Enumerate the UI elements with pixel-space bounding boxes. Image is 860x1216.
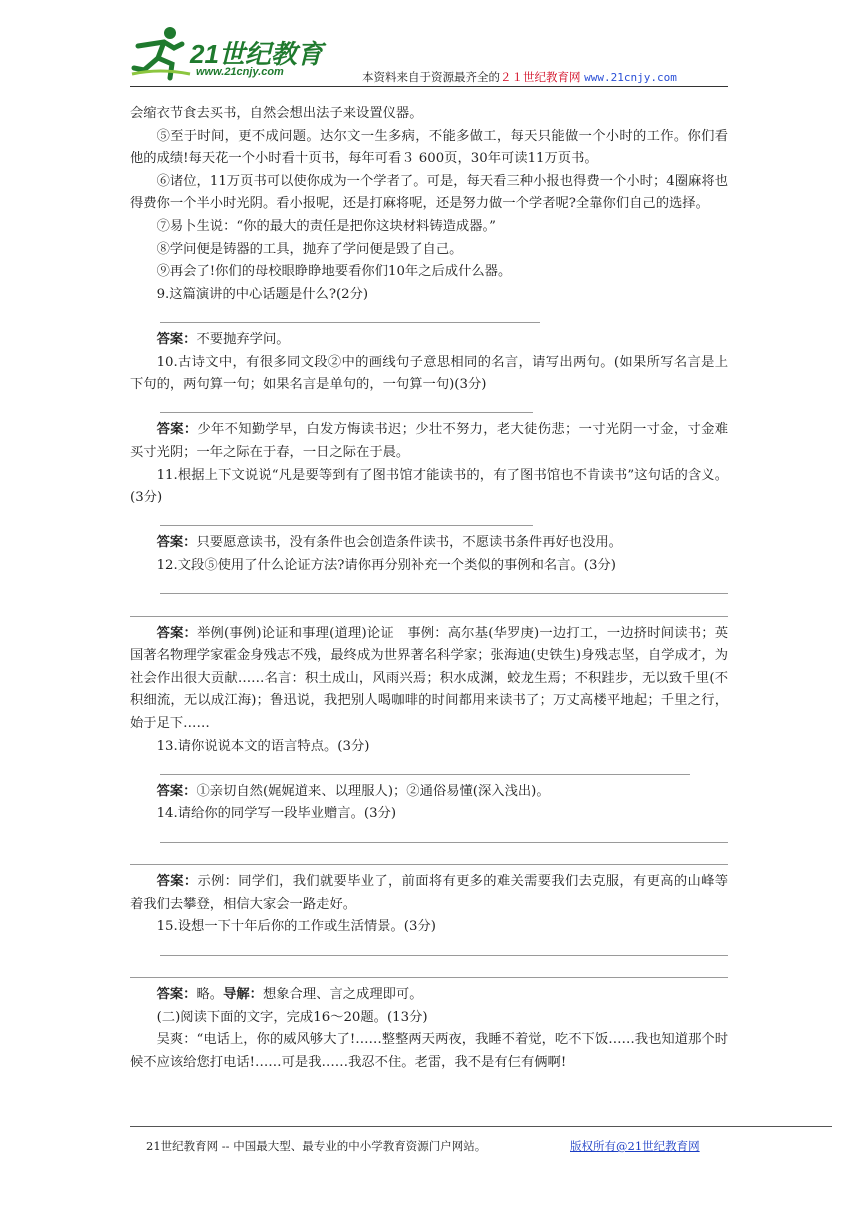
header-divider xyxy=(130,86,728,87)
paragraph-5: ⑤至于时间，更不成问题。达尔文一生多病，不能多做工，每天只能做一个小时的工作。你们看他的成绩!每天花一个小时看十页书，每年可看３ 600页，30年可读11万页书。 xyxy=(130,128,728,167)
answer-label: 答案： xyxy=(156,422,198,438)
header-site-url[interactable]: www.21cnjy.com xyxy=(584,71,677,84)
paragraph-7: ⑦易卜生说：“你的最大的责任是把你这块材料铸造成器。” xyxy=(156,218,496,234)
answer-label: 答案： xyxy=(156,783,197,799)
answer-text: 不要抛弃学问。 xyxy=(196,331,290,347)
question-14: 14.请给你的同学写一段毕业赠言。(3分) xyxy=(156,806,397,822)
answer-label: 答案： xyxy=(156,987,197,1003)
copyright-link[interactable]: 版权所有@21世纪教育网 xyxy=(570,1139,700,1153)
page-footer xyxy=(146,1138,700,1154)
answer-text: 略。 xyxy=(196,987,224,1003)
header-site-name: ２１世纪教育网 xyxy=(500,70,581,84)
answer-blank xyxy=(130,962,728,985)
question-12: 12.文段⑤使用了什么论证方法?请你再分别补充一个类似的事例和名言。(3分) xyxy=(156,557,616,573)
answer-text: ①亲切自然(娓娓道来、以理服人)；②通俗易懂(深入浅出)。 xyxy=(196,783,550,799)
logo-text: 21世纪教育 xyxy=(190,39,323,69)
guide-text: 想象合理、言之成理即可。 xyxy=(262,987,423,1003)
answer-text: 举例(事例)论证和事理(道理)论证 事例：高尔基(华罗庚)一边打工，一边挤时间读书；英国著名物理学家霍金身残志不残，最终成为世界著名科学家；张海迪(史铁生)身残志坚，自学成才，为社会作出很大贡献……名言：积土成山，风雨兴焉；积水成渊，蛟龙生焉；不积跬步，无以致千里(不积细流，无以成江海)；鲁迅说，我把别人喝咖啡的时间都用来读书了；万丈高楼平地起；千里之行，始于足下…… xyxy=(130,625,729,732)
paragraph-9: ⑨再会了!你们的母校眼睁睁地要看你们10年之后成什么器。 xyxy=(156,264,512,280)
answer-blank xyxy=(130,397,728,420)
site-logo[interactable] xyxy=(130,24,340,84)
answer-label: 答案： xyxy=(156,535,197,551)
question-13: 13.请你说说本文的语言特点。(3分) xyxy=(156,738,370,754)
answer-11 xyxy=(130,532,728,555)
answer-12 xyxy=(130,623,728,736)
answer-text: 少年不知勤学早，白发方悔读书迟；少壮不努力，老大徒伤悲；一寸光阴一寸金，寸金难买寸光阴；一年之际在于春，一日之际在于晨。 xyxy=(130,422,729,460)
paragraph: 吴爽：“电话上，你的威风够大了!……整整两天两夜，我睡不着觉，吃不下饭……我也知道那个时候不应该给您打电话!……可是我……我忍不住。老雷，我不是有仨有俩啊! xyxy=(130,1032,728,1070)
answer-14 xyxy=(130,871,728,916)
answer-9 xyxy=(130,329,728,352)
paragraph-6: ⑥诸位，11万页书可以使你成为一个学者了。可是，每天看三种小报也得费一个小时；4圈麻将也得费你一个半小时光阴。看小报呢，还是打麻将呢，还是努力做一个学者呢?全靠你们自己的选择。 xyxy=(130,173,728,212)
question-15: 15.设想一下十年后你的工作或生活情景。(3分) xyxy=(156,919,436,935)
question-10: 10.古诗文中，有很多同文段②中的画线句子意思相同的名言，请写出两句。(如果所写名言是上下句的，两句算一句；如果名言是单句的，一句算一句)(3分) xyxy=(130,354,728,393)
question-9: 9.这篇演讲的中心话题是什么?(2分) xyxy=(156,286,369,302)
guide-label: 导解： xyxy=(223,987,263,1003)
paragraph-8: ⑧学问便是铸器的工具，抛弃了学问便是毁了自己。 xyxy=(156,241,463,257)
answer-blank xyxy=(130,577,728,600)
question-11: 11.根据上下文说说“凡是要等到有了图书馆才能读书的，有了图书馆也不肯读书”这句话的含义。(3分) xyxy=(130,467,728,506)
answer-10 xyxy=(130,419,728,464)
answer-blank xyxy=(130,849,728,872)
answer-text: 示例：同学们，我们就要毕业了，前面将有更多的难关需要我们去克服，有更高的山峰等着我们去攀登，相信大家会一路走好。 xyxy=(130,874,729,912)
runner-logo-icon xyxy=(130,24,194,82)
paragraph: 会缩衣节食去买书，自然会想出法子来设置仪器。 xyxy=(130,106,423,121)
section-heading: (二)阅读下面的文字，完成16～20题。(13分) xyxy=(156,1009,428,1025)
footer-text: 21世纪教育网 -- 中国最大型、最专业的中小学教育资源门户网站。 xyxy=(146,1139,487,1153)
answer-blank xyxy=(130,826,728,849)
answer-blank xyxy=(130,758,728,781)
answer-blank xyxy=(130,306,728,329)
footer-divider xyxy=(130,1126,832,1127)
answer-label: 答案： xyxy=(156,874,198,890)
answer-blank xyxy=(130,939,728,962)
answer-text: 只要愿意读书，没有条件也会创造条件读书，不愿读书条件再好也没用。 xyxy=(196,535,622,551)
answer-label: 答案： xyxy=(156,331,197,347)
document-body xyxy=(130,103,728,1075)
logo-url: www.21cnjy.com xyxy=(196,66,284,78)
header-note-prefix: 本资料来自于资源最齐全的 xyxy=(362,70,500,84)
answer-label: 答案： xyxy=(156,625,198,641)
answer-15 xyxy=(130,984,728,1007)
answer-blank xyxy=(130,510,728,533)
answer-13 xyxy=(130,781,728,804)
header-note xyxy=(362,69,677,85)
answer-blank xyxy=(130,600,728,623)
